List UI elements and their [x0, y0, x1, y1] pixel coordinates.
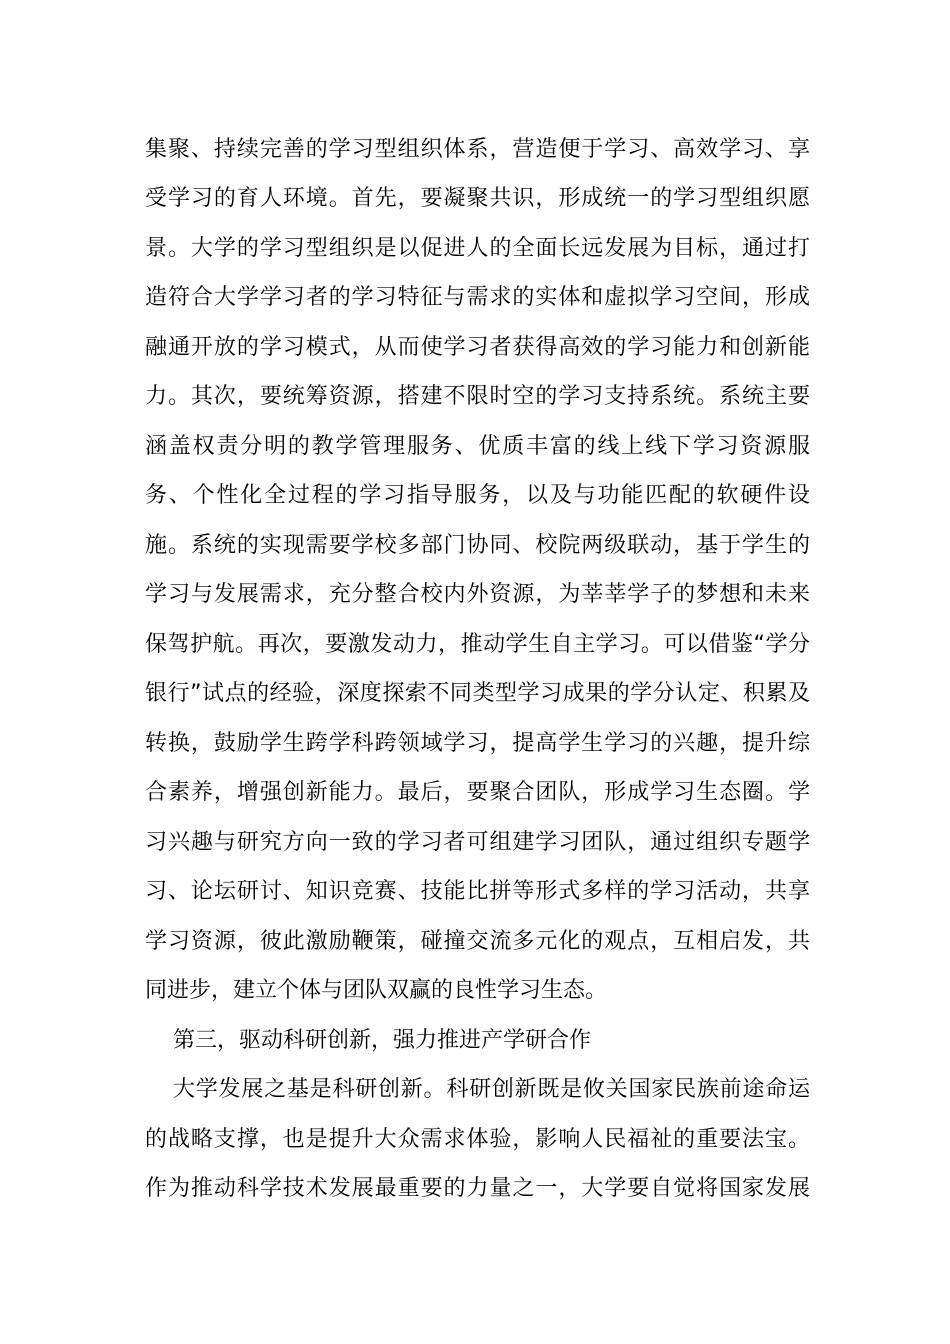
paragraph-line: 习兴趣与研究方向一致的学习者可组建学习团队，通过组织专题学 — [145, 830, 810, 855]
paragraph-line: 学习与发展需求，充分整合校内外资源，为莘莘学子的梦想和未来 — [145, 582, 810, 607]
paragraph-line: 造符合大学学习者的学习特征与需求的实体和虚拟学习空间，形成 — [145, 285, 810, 310]
paragraph-line: 涵盖权责分明的教学管理服务、优质丰富的线上线下学习资源服 — [145, 434, 810, 459]
paragraph-line: 学习资源，彼此激励鞭策，碰撞交流多元化的观点，互相启发，共 — [145, 929, 810, 954]
paragraph-line: 大学发展之基是科研创新。科研创新既是攸关国家民族前途命运 — [173, 1077, 810, 1102]
paragraph-line: 合素养，增强创新能力。最后，要聚合团队，形成学习生态圈。学 — [145, 780, 810, 805]
paragraph-line: 务、个性化全过程的学习指导服务，以及与功能匹配的软硬件设 — [145, 483, 810, 508]
paragraph-line: 力。其次，要统筹资源，搭建不限时空的学习支持系统。系统主要 — [145, 384, 810, 409]
paragraph-line: 集聚、持续完善的学习型组织体系，营造便于学习、高效学习、享 — [145, 137, 810, 162]
paragraph-line: 习、论坛研讨、知识竞赛、技能比拼等形式多样的学习活动，共享 — [145, 879, 810, 904]
paragraph-line: 融通开放的学习模式，从而使学习者获得高效的学习能力和创新能 — [145, 335, 810, 360]
section-heading: 第三，驱动科研创新，强力推进产学研合作 — [173, 1028, 592, 1053]
paragraph-line: 同进步，建立个体与团队双赢的良性学习生态。 — [145, 978, 608, 1003]
paragraph-line: 施。系统的实现需要学校多部门协同、校院两级联动，基于学生的 — [145, 533, 810, 558]
paragraph-line: 作为推动科学技术发展最重要的力量之一，大学要自觉将国家发展 — [145, 1176, 810, 1201]
paragraph-line: 的战略支撑，也是提升大众需求体验，影响人民福祉的重要法宝。 — [145, 1127, 810, 1152]
paragraph-line: 转换，鼓励学生跨学科跨领域学习，提高学生学习的兴趣，提升综 — [145, 731, 810, 756]
paragraph-line: 受学习的育人环境。首先，要凝聚共识，形成统一的学习型组织愿 — [145, 186, 810, 211]
paragraph-line: 银行”试点的经验，深度探索不同类型学习成果的学分认定、积累及 — [145, 681, 810, 706]
paragraph-line: 景。大学的学习型组织是以促进人的全面长远发展为目标，通过打 — [145, 236, 810, 261]
paragraph-line: 保驾护航。再次，要激发动力，推动学生自主学习。可以借鉴“学分 — [145, 632, 810, 657]
